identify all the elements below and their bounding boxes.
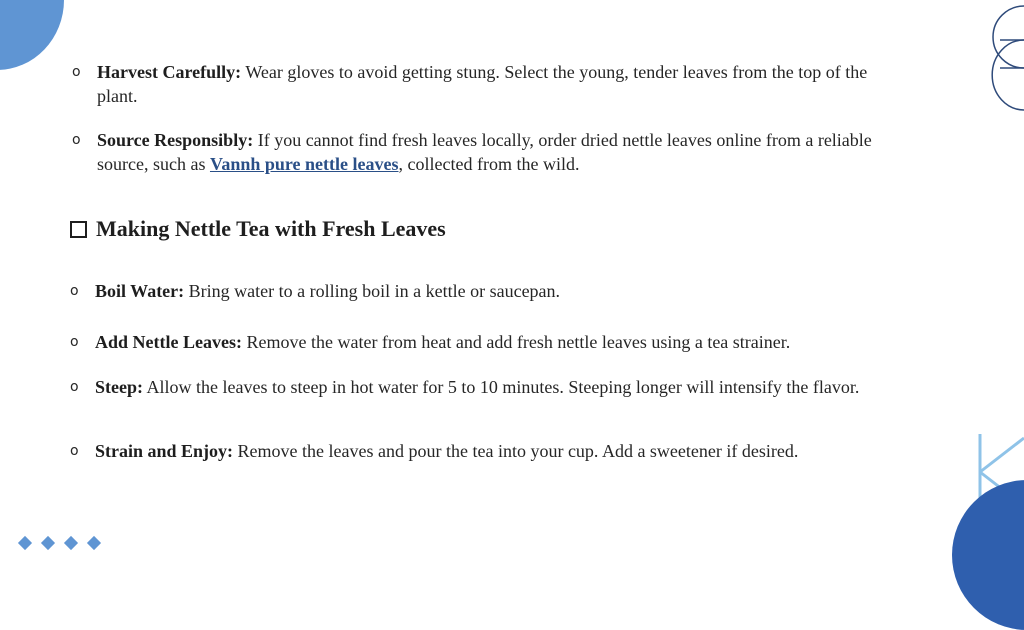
list-item-boil-water: [70, 279, 910, 303]
step-text: Bring water to a rolling boil in a kettle or saucepan.: [184, 281, 561, 301]
nettle-leaves-link[interactable]: Vannh pure nettle leaves: [209, 154, 399, 174]
bullet-icon: o: [70, 443, 79, 459]
step-text: Allow the leaves to steep in hot water for 5 to 10 minutes. Steeping longer will intensify the flavor.: [143, 377, 860, 397]
diamond-row-decoration: [20, 538, 99, 548]
ring-lines-decoration: [954, 0, 1024, 116]
list-item-add-leaves: [70, 330, 910, 354]
item-text: Wear gloves to avoid getting stung. Select the young, tender leaves from the top of the plant.: [97, 62, 868, 106]
step-term: Strain and Enjoy:: [95, 441, 234, 461]
bullet-icon: o: [70, 334, 79, 350]
diamond-icon: [64, 536, 78, 550]
bullet-icon: o: [72, 132, 81, 148]
diamond-icon: [87, 536, 101, 550]
item-text: If you cannot find fresh leaves locally, order dried nettle leaves online from a reliable source, such as: [97, 130, 872, 174]
item-term: Source Responsibly:: [97, 130, 254, 150]
diamond-icon: [41, 536, 55, 550]
k-line-decoration: [976, 434, 1024, 510]
step-text: Remove the water from heat and add fresh nettle leaves using a tea strainer.: [241, 332, 791, 352]
step-text: Remove the leaves and pour the tea into your cup. Add a sweetener if desired.: [233, 441, 799, 461]
list-item-source: [72, 128, 902, 176]
diamond-icon: [18, 536, 32, 550]
bullet-icon: o: [70, 379, 79, 395]
step-term: Add Nettle Leaves:: [95, 332, 242, 352]
bottom-circle-decoration: [952, 480, 1024, 630]
list-item-steep: [70, 375, 910, 399]
section-heading: [70, 216, 446, 242]
step-term: Boil Water:: [95, 281, 185, 301]
list-item-strain: [70, 439, 910, 463]
checkbox-icon: [70, 221, 87, 238]
corner-circle-decoration: [0, 0, 64, 70]
bullet-icon: o: [72, 64, 81, 80]
step-term: Steep:: [95, 377, 143, 397]
list-item-harvest: [72, 60, 902, 108]
section-heading-text: Making Nettle Tea with Fresh Leaves: [96, 216, 446, 241]
item-term: Harvest Carefully:: [97, 62, 242, 82]
item-text: , collected from the wild.: [398, 154, 580, 174]
bullet-icon: o: [70, 283, 79, 299]
